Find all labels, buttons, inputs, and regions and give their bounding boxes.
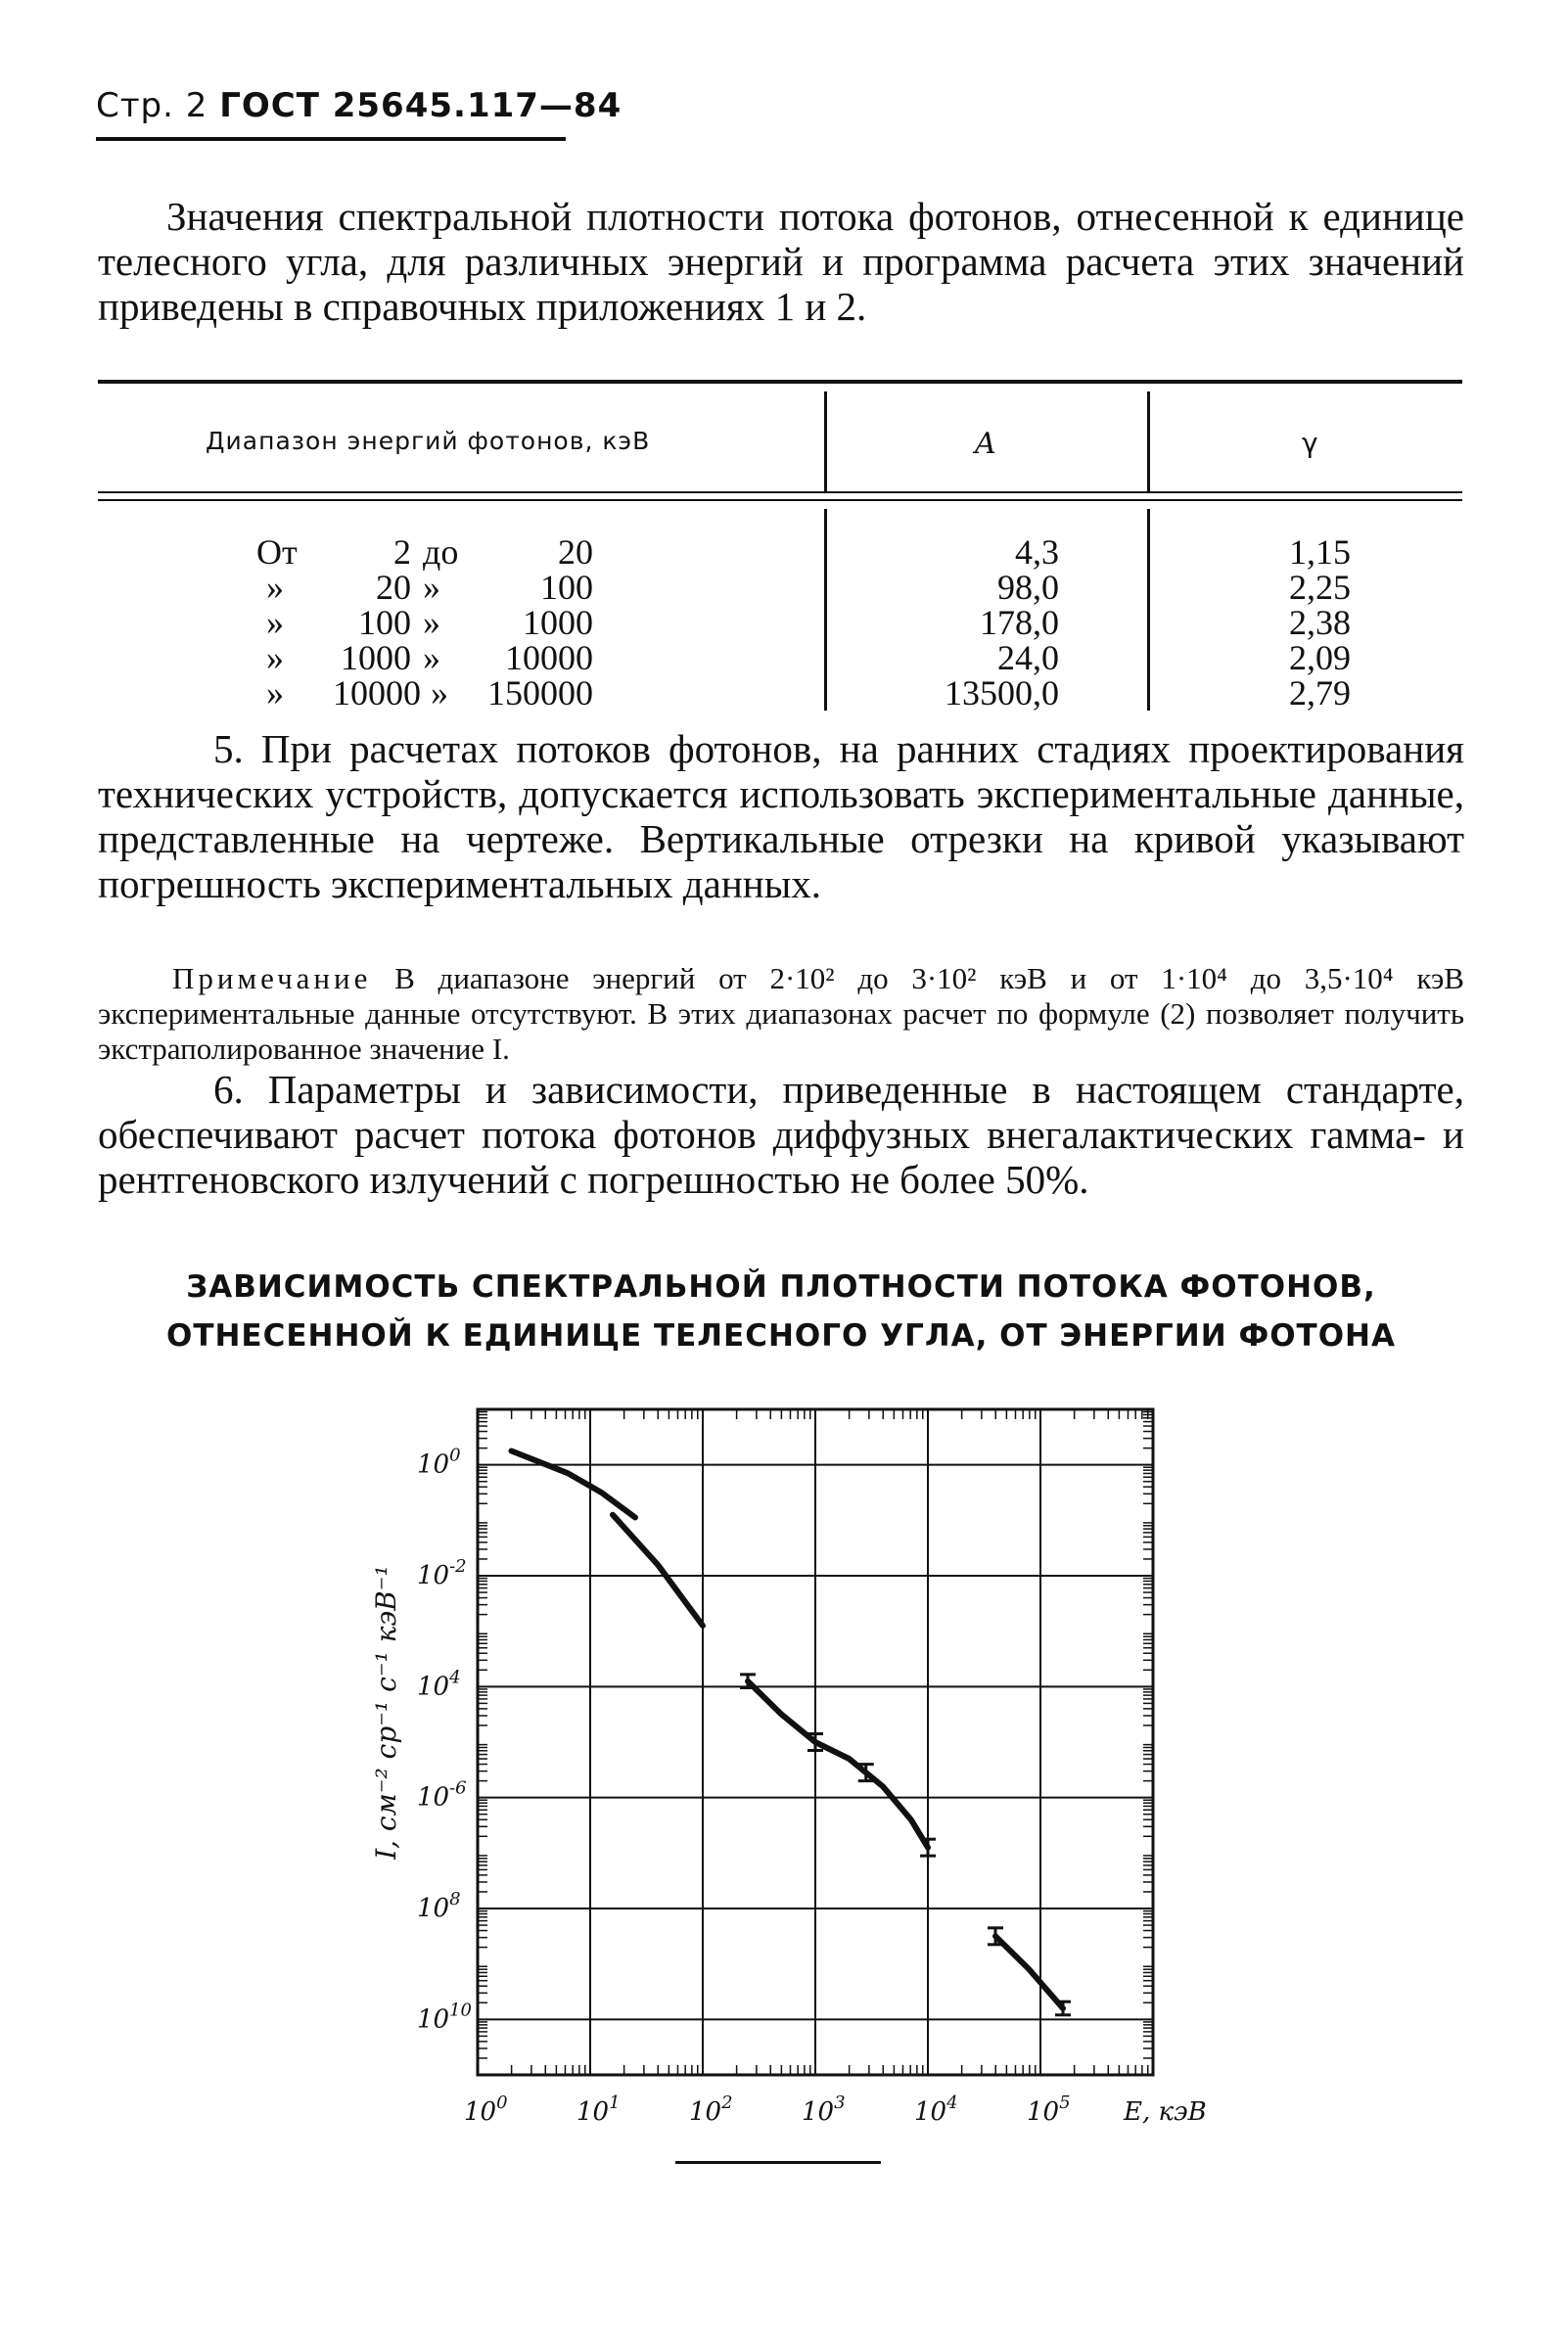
- row-from: 100: [358, 603, 411, 642]
- series-line-segment-4: [995, 1936, 1063, 2008]
- table-divider: [1147, 391, 1150, 491]
- row-sep: »: [423, 568, 440, 607]
- row-from: 1000: [341, 638, 411, 677]
- row-prefix: »: [266, 568, 284, 607]
- table-divider: [824, 391, 827, 491]
- row-sep: »: [431, 673, 448, 713]
- row-to: 10000: [505, 638, 593, 677]
- row-gamma: 2,79: [1289, 673, 1351, 713]
- series-line-segment-2: [613, 1515, 703, 1626]
- page-number: Стр. 2: [96, 86, 208, 125]
- row-to: 100: [540, 568, 593, 607]
- row-to: 150000: [487, 673, 593, 713]
- table-divider: [1147, 509, 1150, 711]
- y-tick-label: $10^{-6}$: [417, 1777, 467, 1813]
- note: [98, 961, 1464, 1067]
- row-a: 98,0: [997, 568, 1059, 607]
- paragraph-5: 5. При расчетах потоков фотонов, на ранних стадиях проектирования технических устройств, допускается использовать экспериментальные данные, представленные на чертеже. Вертикальные отрезки на кривой указывают погрешность экспериментальных данных.: [98, 726, 1464, 906]
- x-tick-label: $10^5$: [1027, 2092, 1071, 2127]
- row-from: 2: [393, 532, 411, 572]
- y-tick-label: $10^{10}$: [417, 2000, 472, 2035]
- row-prefix: »: [266, 673, 284, 713]
- table-header-rule: [98, 491, 1462, 493]
- row-to: 1000: [523, 603, 593, 642]
- chart-title-line-1: ЗАВИСИМОСТЬ СПЕКТРАЛЬНОЙ ПЛОТНОСТИ ПОТОКА ФОТОНОВ,: [186, 1269, 1376, 1305]
- standard-code: ГОСТ 25645.117—84: [219, 86, 623, 125]
- table-header-range: Диапазон энергий фотонов, кэВ: [206, 427, 651, 455]
- row-gamma: 2,25: [1289, 568, 1351, 607]
- row-a: 4,3: [1015, 532, 1059, 572]
- row-prefix: »: [266, 603, 284, 642]
- x-tick-label: $10^1$: [576, 2092, 621, 2127]
- row-from: 20: [376, 568, 411, 607]
- y-tick-label: $10^4$: [417, 1667, 461, 1702]
- table-header-a: A: [975, 427, 997, 461]
- table-header-gamma: γ: [1302, 427, 1319, 459]
- row-sep: до: [423, 532, 459, 572]
- row-a: 24,0: [997, 638, 1059, 677]
- series-line-segment-1: [512, 1451, 636, 1518]
- y-axis-label: I, см⁻² ср⁻¹ с⁻¹ кэВ⁻¹: [372, 1565, 402, 1860]
- end-rule: [675, 2161, 881, 2164]
- row-a: 178,0: [980, 603, 1059, 642]
- row-gamma: 2,38: [1289, 603, 1351, 642]
- table-divider: [824, 509, 827, 711]
- row-gamma: 2,09: [1289, 638, 1351, 677]
- x-tick-label: $10^2$: [689, 2092, 733, 2127]
- row-sep: »: [423, 603, 440, 642]
- row-a: 13500,0: [945, 673, 1059, 713]
- header-rule: [96, 137, 566, 141]
- chart: [372, 1390, 1214, 2173]
- chart-svg: [372, 1390, 1214, 2173]
- note-text: В диапазоне энергий от 2·10² до 3·10² кэВ и от 1·10⁴ до 3,5·10⁴ кэВ экспериментальные данные отсутствуют. В этих диапазонах расчет по формуле (2) позволяет получить экстраполированное значение I.: [98, 961, 1464, 1066]
- row-prefix: От: [256, 532, 298, 572]
- chart-title-line-2: ОТНЕСЕННОЙ К ЕДИНИЦЕ ТЕЛЕСНОГО УГЛА, ОТ ЭНЕРГИИ ФОТОНА: [165, 1318, 1396, 1354]
- row-from: 10000: [333, 673, 421, 713]
- row-to: 20: [558, 532, 593, 572]
- y-tick-label: $10^{-2}$: [417, 1556, 467, 1590]
- y-tick-label: $10^0$: [417, 1445, 461, 1480]
- intro-paragraph: Значения спектральной плотности потока фотонов, отнесенной к единице телесного угла, для различных энергий и программа расчета этих значений приведены в справочных приложениях 1 и 2.: [98, 194, 1464, 329]
- x-tick-label: $10^3$: [802, 2092, 846, 2127]
- row-prefix: »: [266, 638, 284, 677]
- x-axis-label: E, кэВ: [1124, 2097, 1207, 2127]
- table-header-rule: [98, 499, 1462, 501]
- row-gamma: 1,15: [1289, 532, 1351, 572]
- table-top-rule: [98, 380, 1462, 384]
- y-tick-label: $10^8$: [417, 1889, 461, 1923]
- row-sep: »: [423, 638, 440, 677]
- series-line-segment-3: [748, 1681, 928, 1848]
- x-tick-label: $10^0$: [464, 2092, 508, 2127]
- page-header: [96, 86, 622, 125]
- x-tick-label: $10^4$: [914, 2092, 958, 2127]
- paragraph-6: 6. Параметры и зависимости, приведенные в настоящем стандарте, обеспечивают расчет потока фотонов диффузных внегалактических гамма- и рентгеновского излучений с погрешностью не более 50%.: [98, 1067, 1464, 1202]
- note-lead: Примечание: [172, 961, 372, 995]
